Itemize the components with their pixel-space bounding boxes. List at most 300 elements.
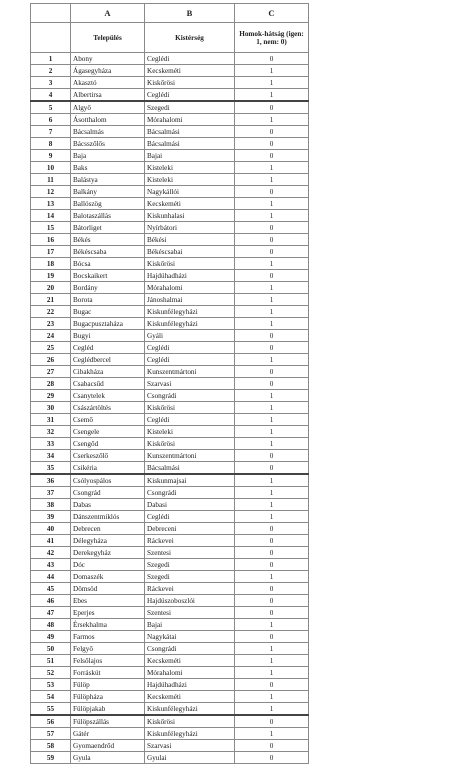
row-number-cell: 25 [31,342,71,354]
settlement-cell: Balkány [71,186,145,198]
subregion-cell: Kiskunhalasi [145,210,235,222]
sand-ridge-flag-cell: 1 [235,198,309,210]
sand-ridge-flag-cell: 1 [235,426,309,438]
settlement-cell: Bugacpusztaháza [71,318,145,330]
sand-ridge-flag-cell: 1 [235,114,309,126]
sand-ridge-flag-cell: 0 [235,752,309,764]
row-number-cell: 24 [31,330,71,342]
subregion-cell: Hajdúszoboszlói [145,595,235,607]
header-row [31,23,309,53]
sand-ridge-flag-cell: 1 [235,414,309,426]
sand-ridge-flag-cell: 0 [235,583,309,595]
settlement-cell: Baja [71,150,145,162]
settlement-cell: Dóc [71,559,145,571]
settlement-cell: Dabas [71,499,145,511]
subregion-cell: Csongrádi [145,487,235,499]
settlement-cell: Felsőlajos [71,655,145,667]
table-row [31,535,309,547]
sand-ridge-flag-cell: 0 [235,450,309,462]
subregion-cell: Kunszentmártoni [145,450,235,462]
sand-ridge-flag-cell: 1 [235,691,309,703]
sand-ridge-flag-cell: 0 [235,595,309,607]
settlement-cell: Csabacsűd [71,378,145,390]
header-homokhatsag: Homok-hátság (igen: 1, nem: 0) [235,23,309,53]
sand-ridge-flag-cell: 0 [235,126,309,138]
subregion-cell: Szarvasi [145,740,235,752]
sand-ridge-flag-cell: 1 [235,655,309,667]
table-row [31,607,309,619]
sand-ridge-flag-cell: 1 [235,210,309,222]
row-number-cell: 16 [31,234,71,246]
subregion-cell: Szegedi [145,101,235,114]
row-number-cell: 43 [31,559,71,571]
sand-ridge-flag-cell: 0 [235,462,309,475]
subregion-cell: Kecskeméti [145,655,235,667]
subregion-cell: Kiskunfélegyházi [145,318,235,330]
settlement-cell: Algyő [71,101,145,114]
table-body [31,53,309,764]
settlement-cell: Ágasegyháza [71,65,145,77]
sand-ridge-flag-cell: 1 [235,643,309,655]
subregion-cell: Kiskőrösi [145,715,235,728]
subregion-cell: Bajai [145,150,235,162]
sand-ridge-flag-cell: 0 [235,222,309,234]
settlement-cell: Eperjes [71,607,145,619]
row-number-cell: 55 [31,703,71,716]
row-number-cell: 41 [31,535,71,547]
table-row [31,728,309,740]
subregion-cell: Bácsalmási [145,462,235,475]
column-letter-c: C [235,4,309,23]
row-number-cell: 12 [31,186,71,198]
subregion-cell: Békéscsabai [145,246,235,258]
row-number-cell: 23 [31,318,71,330]
settlement-cell: Albertirsa [71,89,145,102]
subregion-cell: Szegedi [145,559,235,571]
subregion-cell: Kecskeméti [145,198,235,210]
subregion-cell: Szentesi [145,607,235,619]
sand-ridge-flag-cell: 1 [235,89,309,102]
table-row [31,294,309,306]
row-number-cell: 10 [31,162,71,174]
settlement-cell: Ebes [71,595,145,607]
sand-ridge-flag-cell: 0 [235,547,309,559]
settlement-cell: Forráskút [71,667,145,679]
settlement-cell: Domaszék [71,571,145,583]
sand-ridge-flag-cell: 1 [235,174,309,186]
row-number-cell: 54 [31,691,71,703]
table-row [31,667,309,679]
subregion-cell: Gyáli [145,330,235,342]
row-number-cell: 59 [31,752,71,764]
settlement-cell: Bocskaikert [71,270,145,282]
settlement-cell: Csólyospálos [71,474,145,487]
table-row [31,438,309,450]
sand-ridge-flag-cell: 0 [235,559,309,571]
row-number-cell: 34 [31,450,71,462]
settlement-cell: Csengele [71,426,145,438]
row-number-cell: 14 [31,210,71,222]
table-row [31,150,309,162]
settlement-cell: Bácsalmás [71,126,145,138]
subregion-cell: Hajdúhadházi [145,679,235,691]
sand-ridge-flag-cell: 1 [235,390,309,402]
row-number-cell: 38 [31,499,71,511]
sand-ridge-flag-cell: 0 [235,270,309,282]
table-row [31,318,309,330]
row-number-cell: 9 [31,150,71,162]
sand-ridge-flag-cell: 0 [235,330,309,342]
table-row [31,462,309,475]
sand-ridge-flag-cell: 1 [235,499,309,511]
settlement-cell: Bugyi [71,330,145,342]
table-row [31,77,309,89]
table-row [31,306,309,318]
sand-ridge-flag-cell: 1 [235,474,309,487]
table-row [31,330,309,342]
subregion-cell: Kecskeméti [145,691,235,703]
row-number-cell: 33 [31,438,71,450]
table-row [31,655,309,667]
subregion-cell: Kiskunmajsai [145,474,235,487]
sand-ridge-flag-cell: 1 [235,258,309,270]
settlement-cell: Borota [71,294,145,306]
row-number-cell: 58 [31,740,71,752]
row-number-cell: 20 [31,282,71,294]
row-number-cell: 11 [31,174,71,186]
subregion-cell: Kiskunfélegyházi [145,703,235,716]
row-number-cell: 31 [31,414,71,426]
subregion-cell: Békési [145,234,235,246]
settlement-cell: Dánszentmiklós [71,511,145,523]
table-row [31,715,309,728]
settlement-cell: Gyomaendrőd [71,740,145,752]
row-number-cell: 42 [31,547,71,559]
table-row [31,752,309,764]
subregion-cell: Gyulai [145,752,235,764]
subregion-cell: Bácsalmási [145,138,235,150]
subregion-cell: Kunszentmártoni [145,366,235,378]
subregion-cell: Kiskunfélegyházi [145,306,235,318]
settlement-cell: Ceglédbercel [71,354,145,366]
subregion-cell: Nyírbátori [145,222,235,234]
sand-ridge-flag-cell: 1 [235,306,309,318]
column-letters-row [31,4,309,23]
row-number-cell: 30 [31,402,71,414]
sand-ridge-flag-cell: 0 [235,740,309,752]
table-row [31,126,309,138]
sand-ridge-flag-cell: 1 [235,65,309,77]
row-number-cell: 27 [31,366,71,378]
subregion-cell: Ceglédi [145,89,235,102]
subregion-cell: Csongrádi [145,390,235,402]
table-row [31,89,309,102]
table-row [31,65,309,77]
subregion-cell: Kiskunfélegyházi [145,728,235,740]
subregion-cell: Nagykállói [145,186,235,198]
table-row [31,114,309,126]
subregion-cell: Ceglédi [145,414,235,426]
sand-ridge-flag-cell: 1 [235,354,309,366]
row-number-cell: 46 [31,595,71,607]
subregion-cell: Szentesi [145,547,235,559]
row-number-cell: 56 [31,715,71,728]
table-row [31,487,309,499]
settlement-cell: Császártöltés [71,402,145,414]
table-row [31,583,309,595]
sand-ridge-flag-cell: 1 [235,438,309,450]
table-row [31,198,309,210]
row-number-cell: 39 [31,511,71,523]
subregion-cell: Kisteleki [145,174,235,186]
row-number-cell: 57 [31,728,71,740]
settlement-cell: Farmos [71,631,145,643]
settlement-cell: Abony [71,53,145,65]
settlement-cell: Fülöpháza [71,691,145,703]
sand-ridge-flag-cell: 0 [235,378,309,390]
sand-ridge-flag-cell: 0 [235,607,309,619]
sand-ridge-flag-cell: 0 [235,342,309,354]
row-number-cell: 50 [31,643,71,655]
subregion-cell: Kiskőrösi [145,402,235,414]
sand-ridge-flag-cell: 1 [235,487,309,499]
subregion-cell: Kiskőrösi [145,438,235,450]
row-number-cell: 48 [31,619,71,631]
row-number-cell: 13 [31,198,71,210]
row-number-cell: 1 [31,53,71,65]
subregion-cell: Jánoshalmai [145,294,235,306]
settlement-cell: Fülöp [71,679,145,691]
table-row [31,342,309,354]
table-row [31,511,309,523]
table-row [31,414,309,426]
subregion-cell: Szarvasi [145,378,235,390]
table-row [31,547,309,559]
subregion-cell: Ceglédi [145,354,235,366]
subregion-cell: Ceglédi [145,511,235,523]
row-number-cell: 22 [31,306,71,318]
corner-cell [31,4,71,23]
settlement-cell: Dömsöd [71,583,145,595]
settlement-cell: Derekegyház [71,547,145,559]
row-number-cell: 26 [31,354,71,366]
subregion-cell: Dabasi [145,499,235,511]
settlement-cell: Debrecen [71,523,145,535]
settlement-cell: Cibakháza [71,366,145,378]
row-number-cell: 47 [31,607,71,619]
row-number-cell: 37 [31,487,71,499]
row-number-cell: 17 [31,246,71,258]
table-row [31,595,309,607]
settlement-cell: Bócsa [71,258,145,270]
subregion-cell: Mórahalomi [145,667,235,679]
subregion-cell: Mórahalomi [145,282,235,294]
row-number-cell: 53 [31,679,71,691]
table-row [31,174,309,186]
sand-ridge-flag-cell: 1 [235,282,309,294]
row-number-cell: 6 [31,114,71,126]
settlement-cell: Gátér [71,728,145,740]
settlement-cell: Csemő [71,414,145,426]
row-number-cell: 52 [31,667,71,679]
spreadsheet-table [30,3,309,764]
sand-ridge-flag-cell: 0 [235,246,309,258]
subregion-cell: Kecskeméti [145,65,235,77]
subregion-cell: Csongrádi [145,643,235,655]
row-number-cell: 8 [31,138,71,150]
settlement-cell: Bácsszőlős [71,138,145,150]
row-number-cell: 51 [31,655,71,667]
table-row [31,643,309,655]
sand-ridge-flag-cell: 0 [235,631,309,643]
subregion-cell: Nagykátai [145,631,235,643]
sand-ridge-flag-cell: 0 [235,53,309,65]
table-row [31,571,309,583]
sand-ridge-flag-cell: 0 [235,101,309,114]
table-row [31,53,309,65]
sand-ridge-flag-cell: 0 [235,234,309,246]
sand-ridge-flag-cell: 0 [235,366,309,378]
table-row [31,559,309,571]
table-row [31,740,309,752]
settlement-cell: Ballószög [71,198,145,210]
table-row [31,703,309,716]
settlement-cell: Cserkeszőlő [71,450,145,462]
subregion-cell: Hajdúhadházi [145,270,235,282]
table-row [31,426,309,438]
sand-ridge-flag-cell: 1 [235,703,309,716]
row-number-cell: 21 [31,294,71,306]
subregion-cell: Ceglédi [145,53,235,65]
row-number-cell: 2 [31,65,71,77]
table-row [31,354,309,366]
table-row [31,631,309,643]
table-row [31,234,309,246]
row-number-cell: 36 [31,474,71,487]
table-row [31,691,309,703]
sand-ridge-flag-cell: 1 [235,294,309,306]
row-number-cell: 49 [31,631,71,643]
settlement-cell: Cegléd [71,342,145,354]
subregion-cell: Debreceni [145,523,235,535]
row-number-cell: 40 [31,523,71,535]
settlement-cell: Békéscsaba [71,246,145,258]
sand-ridge-flag-cell: 0 [235,150,309,162]
subregion-cell: Szegedi [145,571,235,583]
table-row [31,523,309,535]
column-letter-b: B [145,4,235,23]
table-row [31,474,309,487]
column-letter-a: A [71,4,145,23]
settlement-cell: Balotaszállás [71,210,145,222]
row-number-cell: 28 [31,378,71,390]
row-number-cell: 4 [31,89,71,102]
sand-ridge-flag-cell: 1 [235,571,309,583]
subregion-cell: Mórahalomi [145,114,235,126]
settlement-cell: Csikéria [71,462,145,475]
table-row [31,162,309,174]
settlement-cell: Balástya [71,174,145,186]
sand-ridge-flag-cell: 0 [235,138,309,150]
subregion-cell: Kisteleki [145,162,235,174]
settlement-cell: Bugac [71,306,145,318]
settlement-cell: Fülöpjakab [71,703,145,716]
subregion-cell: Bajai [145,619,235,631]
sand-ridge-flag-cell: 1 [235,402,309,414]
table-row [31,282,309,294]
settlement-cell: Akasztó [71,77,145,89]
row-number-cell: 32 [31,426,71,438]
settlement-cell: Gyula [71,752,145,764]
sand-ridge-flag-cell: 1 [235,511,309,523]
sand-ridge-flag-cell: 0 [235,523,309,535]
settlement-cell: Baks [71,162,145,174]
settlement-cell: Békés [71,234,145,246]
header-telepules: Település [71,23,145,53]
table-row [31,499,309,511]
settlement-cell: Bordány [71,282,145,294]
table-row [31,366,309,378]
table-row [31,390,309,402]
settlement-cell: Ásotthalom [71,114,145,126]
header-kisterseg: Kistérség [145,23,235,53]
subregion-cell: Kisteleki [145,426,235,438]
row-number-cell: 45 [31,583,71,595]
sand-ridge-flag-cell: 1 [235,667,309,679]
table-row [31,270,309,282]
row-number-cell: 15 [31,222,71,234]
table-row [31,619,309,631]
sand-ridge-flag-cell: 1 [235,619,309,631]
table-row [31,222,309,234]
sand-ridge-flag-cell: 1 [235,728,309,740]
sand-ridge-flag-cell: 1 [235,77,309,89]
row-number-cell: 35 [31,462,71,475]
table-row [31,246,309,258]
subregion-cell: Kiskőrösi [145,77,235,89]
settlement-cell: Érsekhalma [71,619,145,631]
table-row [31,450,309,462]
sand-ridge-flag-cell: 0 [235,186,309,198]
row-number-cell: 18 [31,258,71,270]
sand-ridge-flag-cell: 1 [235,318,309,330]
settlement-cell: Csanytelek [71,390,145,402]
row-number-cell: 7 [31,126,71,138]
subregion-cell: Ceglédi [145,342,235,354]
table-row [31,402,309,414]
settlement-cell: Bátorliget [71,222,145,234]
row-number-cell: 3 [31,77,71,89]
table-row [31,258,309,270]
header-number-cell [31,23,71,53]
settlement-cell: Csongrád [71,487,145,499]
row-number-cell: 5 [31,101,71,114]
sand-ridge-flag-cell: 0 [235,535,309,547]
sand-ridge-flag-cell: 1 [235,162,309,174]
table-row [31,210,309,222]
table-row [31,186,309,198]
row-number-cell: 19 [31,270,71,282]
sand-ridge-flag-cell: 0 [235,679,309,691]
table-row [31,378,309,390]
table-row [31,679,309,691]
table-row [31,138,309,150]
sand-ridge-flag-cell: 0 [235,715,309,728]
row-number-cell: 29 [31,390,71,402]
row-number-cell: 44 [31,571,71,583]
settlement-cell: Fülöpszállás [71,715,145,728]
settlement-cell: Délegyháza [71,535,145,547]
